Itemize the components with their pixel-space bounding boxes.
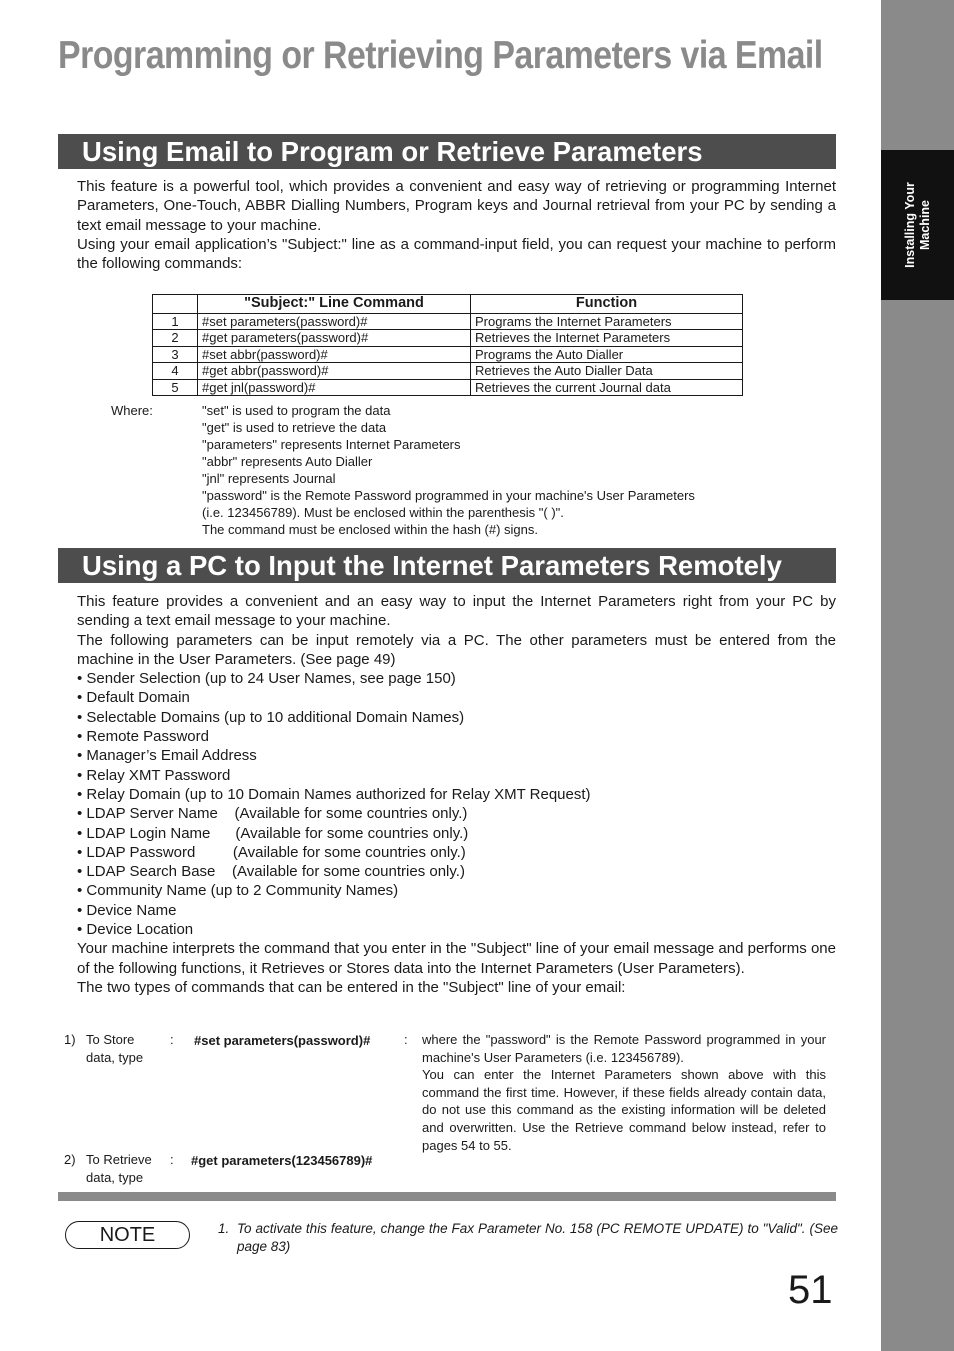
bullet-item: • LDAP Password (Available for some countries only.) — [77, 843, 466, 861]
table-cell-command: #get abbr(password)# — [198, 363, 471, 380]
table-row — [153, 346, 743, 363]
where-list — [202, 402, 762, 538]
table-header-row — [153, 295, 743, 314]
table-row — [153, 363, 743, 380]
note-body: To activate this feature, change the Fax Parameter No. 158 (PC REMOTE UPDATE) to "Valid". (See page 83) — [237, 1221, 838, 1254]
bullet-item: • Selectable Domains (up to 10 additional Domain Names) — [77, 708, 465, 726]
command-2-code: #get parameters(123456789)# — [191, 1153, 373, 1168]
section2-para3: Your machine interprets the command that you enter in the "Subject" line of your email message and performs one of the following functions, it Retrieves or Stores data into the Internet Parameters (User Parameters). — [77, 940, 836, 977]
command-1-code: #set parameters(password)# — [194, 1033, 371, 1048]
bullet-item: • Remote Password — [77, 728, 209, 746]
chapter-tab-label — [881, 150, 954, 300]
table-cell-function: Retrieves the current Journal data — [471, 379, 743, 396]
table-cell-num: 5 — [153, 379, 198, 396]
table-row — [153, 313, 743, 330]
section2-para2: The following parameters can be input remotely via a PC. The other parameters must be entered from the machine in the User Parameters. (See page 49) — [77, 631, 836, 668]
table-cell-function: Programs the Auto Dialler — [471, 346, 743, 363]
bullet-item: • Default Domain — [77, 689, 190, 707]
command-1-colon2: : — [404, 1032, 408, 1047]
note-badge: NOTE — [65, 1221, 190, 1249]
bullet-item: • Relay XMT Password — [77, 766, 231, 784]
bullet-item: • LDAP Login Name (Available for some countries only.) — [77, 824, 469, 842]
table-header-num — [153, 295, 198, 314]
where-line: The command must be enclosed within the hash (#) signs. — [202, 522, 539, 537]
table-cell-function: Retrieves the Auto Dialler Data — [471, 363, 743, 380]
table-header-command: "Subject:" Line Command — [198, 295, 471, 314]
where-line: (i.e. 123456789). Must be enclosed within the parenthesis "( )". — [202, 505, 564, 520]
where-label: Where: — [111, 403, 153, 418]
bullet-item: • Relay Domain (up to 10 Domain Names authorized for Relay XMT Request) — [77, 785, 591, 803]
command-2-colon: : — [170, 1152, 174, 1167]
command-2-label — [86, 1151, 152, 1186]
bullet-item: • Device Name — [77, 901, 177, 919]
table-row — [153, 379, 743, 396]
table-cell-function: Retrieves the Internet Parameters — [471, 330, 743, 347]
page-title: Programming or Retrieving Parameters via Email — [58, 34, 823, 77]
note-text — [218, 1220, 838, 1256]
page-number: 51 — [788, 1268, 833, 1312]
where-line: "parameters" represents Internet Parameters — [202, 437, 461, 452]
where-line: "abbr" represents Auto Dialler — [202, 454, 373, 469]
command-1-desc-para2: You can enter the Internet Parameters shown above with this command the first time. However, if these fields already contain data, do not use this command as the existing information will be deleted and overwritten. Use the Retrieve command below instead, refer to pages 54 to 55. — [422, 1067, 826, 1153]
command-table — [152, 294, 743, 396]
table-cell-num: 4 — [153, 363, 198, 380]
bullet-item: • Device Location — [77, 921, 194, 939]
section-heading-email: Using Email to Program or Retrieve Parameters — [58, 134, 836, 169]
bullet-item: • LDAP Server Name (Available for some countries only.) — [77, 805, 468, 823]
command-1-number: 1) — [64, 1032, 76, 1047]
chapter-tab-line1: Installing Your — [902, 182, 917, 268]
bullet-item: • Community Name (up to 2 Community Names) — [77, 882, 399, 900]
command-1-desc-para1: where the "password" is the Remote Password programmed in your machine's User Parameters (i.e. 123456789). — [422, 1032, 826, 1065]
note-number: 1. — [218, 1221, 230, 1236]
table-cell-num: 2 — [153, 330, 198, 347]
bullet-item: • LDAP Search Base (Available for some countries only.) — [77, 863, 465, 881]
where-line: "get" is used to retrieve the data — [202, 420, 387, 435]
section2-para4: The two types of commands that can be entered in the "Subject" line of your email: — [77, 978, 626, 996]
section-heading-pc-input: Using a PC to Input the Internet Parameters Remotely — [58, 548, 836, 583]
command-1-description — [422, 1031, 826, 1154]
command-2-number: 2) — [64, 1152, 76, 1167]
section1-para2: Using your email application’s "Subject:" line as a command-input field, you can request your machine to perform the following commands: — [77, 235, 836, 273]
table-cell-num: 1 — [153, 313, 198, 330]
chapter-tab-line2: Machine — [917, 199, 932, 251]
command-1-colon: : — [170, 1032, 174, 1047]
table-cell-command: #set abbr(password)# — [198, 346, 471, 363]
section2-body — [77, 592, 836, 997]
where-line: "set" is used to program the data — [202, 403, 391, 418]
table-cell-command: #set parameters(password)# — [198, 313, 471, 330]
section1-para1: This feature is a powerful tool, which provides a convenient and easy way of retrieving or programming Internet Parameters, One-Touch, ABBR Dialling Numbers, Program keys and Journal retrieval from your PC by sending a text email message to your machine. — [77, 178, 836, 234]
section2-para1: This feature provides a convenient and an easy way to input the Internet Parameters right from your PC by sending a text email message to your machine. — [77, 593, 836, 630]
command-1-label — [86, 1031, 143, 1066]
where-line: "password" is the Remote Password programmed in your machine's User Parameters — [202, 488, 695, 503]
command-1-label-line2: data, type — [86, 1049, 144, 1065]
bullet-item: • Manager’s Email Address — [77, 747, 257, 765]
table-cell-function: Programs the Internet Parameters — [471, 313, 743, 330]
table-header-function: Function — [471, 295, 743, 314]
command-2-label-line2: data, type — [86, 1169, 144, 1185]
command-2-label-line1: To Retrieve — [86, 1152, 152, 1167]
section1-intro — [77, 177, 836, 273]
table-cell-command: #get jnl(password)# — [198, 379, 471, 396]
where-line: "jnl" represents Journal — [202, 471, 336, 486]
bullet-item: • Sender Selection (up to 24 User Names, see page 150) — [77, 670, 456, 688]
section-end-rule — [58, 1192, 836, 1201]
table-cell-num: 3 — [153, 346, 198, 363]
table-cell-command: #get parameters(password)# — [198, 330, 471, 347]
table-row — [153, 330, 743, 347]
command-1-label-line1: To Store — [86, 1032, 135, 1047]
